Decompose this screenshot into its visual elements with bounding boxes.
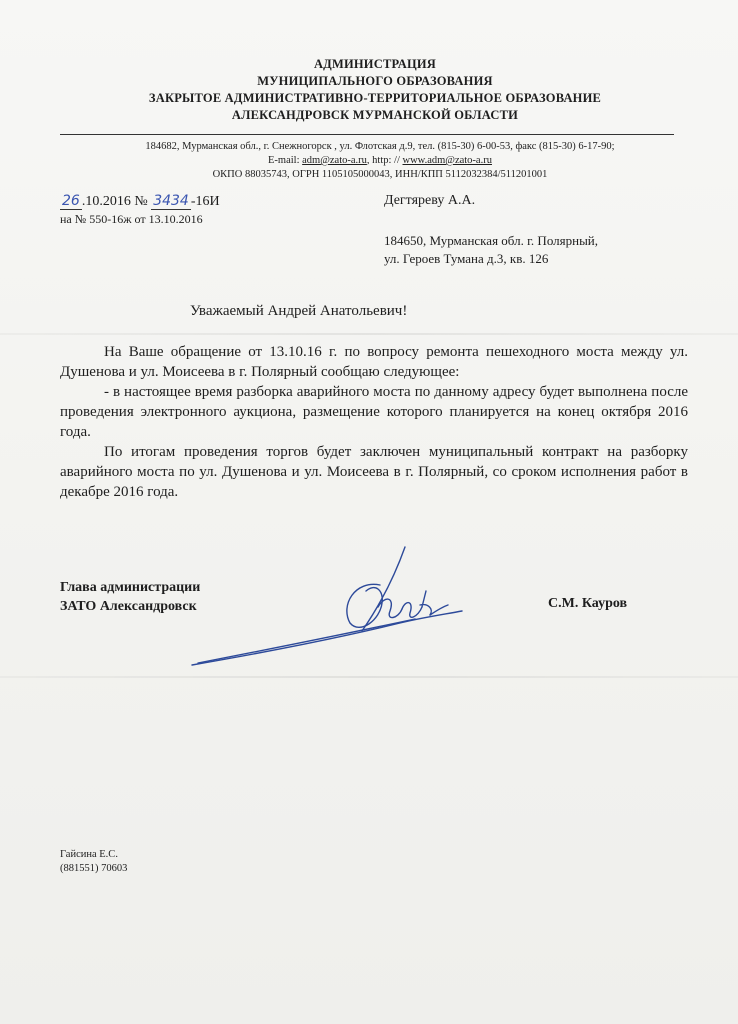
handwritten-signature (190, 535, 470, 675)
letterhead-line: МУНИЦИПАЛЬНОГО ОБРАЗОВАНИЯ (257, 74, 493, 88)
contact-online (60, 154, 700, 168)
handwritten-number: 3434 (153, 193, 189, 209)
recipient-address (384, 232, 598, 268)
body-paragraph: - в настоящее время разборка аварийного моста по данному адресу будет выполнена после проведения электронного аукциона, размещение которого планируется на конец октября 2016 года. (60, 384, 688, 440)
letterhead-line: АЛЕКСАНДРОВСК МУРМАНСКОЙ ОБЛАСТИ (231, 108, 519, 122)
outgoing-date: .10.2016 № (81, 194, 148, 209)
letterhead (60, 56, 690, 124)
letterhead-line: ЗАКРЫТОЕ АДМИНИСТРАТИВНО-ТЕРРИТОРИАЛЬНОЕ ОБРАЗОВАНИЕ (148, 91, 602, 105)
http-label: , http: // (366, 155, 400, 166)
contact-registry: ОКПО 88035743, ОГРН 1105105000043, ИНН/КПП 5112032384/511201001 (212, 169, 548, 180)
signatory-title (60, 578, 200, 616)
letterhead-divider (60, 134, 674, 135)
letterhead-line: АДМИНИСТРАЦИЯ (313, 57, 437, 71)
recipient-address-line: ул. Героев Тумана д.3, кв. 126 (384, 251, 549, 266)
outgoing-number (60, 193, 220, 210)
handwritten-day: 26 (62, 193, 80, 209)
executor-block (60, 848, 127, 876)
recipient-address-line: 184650, Мурманская обл. г. Полярный, (384, 233, 599, 248)
body-paragraph: На Ваше обращение от 13.10.16 г. по вопросу ремонта пешеходного моста между ул. Душенова и ул. Моисеева в г. Полярный сообщаю следующее: (60, 344, 688, 380)
body-paragraph: По итогам проведения торгов будет заключен муниципальный контракт на разборку аварийного моста по ул. Душенова и ул. Моисеева в г. Полярный, со сроком исполнения работ в декабре 2016 года. (60, 444, 688, 500)
signatory-name: С.М. Кауров (548, 596, 628, 611)
email-link[interactable]: adm@zato-a.ru (302, 155, 367, 166)
email-label: E-mail: (268, 155, 300, 166)
signatory-title-line: ЗАТО Александровск (60, 599, 197, 614)
executor-name: Гайсина Е.С. (60, 849, 118, 860)
executor-phone: (881551) 70603 (60, 863, 128, 874)
contact-address: 184682, Мурманская обл., г. Снежногорск , ул. Флотская д.9, тел. (815-30) 6-00-53, факс (815-30) 6-17-90; (145, 141, 615, 152)
contact-block (60, 140, 700, 182)
greeting: Уважаемый Андрей Анатольевич! (190, 303, 408, 319)
reference-number: на № 550-16ж от 13.10.2016 (60, 212, 203, 226)
signatory-title-line: Глава администрации (60, 580, 201, 595)
paper-fold (0, 676, 738, 678)
recipient-name: Дегтяреву А.А. (384, 193, 476, 208)
outgoing-suffix: -16И (190, 194, 220, 209)
website-link[interactable]: www.adm@zato-a.ru (402, 155, 492, 166)
paper-fold (0, 333, 738, 335)
letter-body (60, 342, 688, 502)
